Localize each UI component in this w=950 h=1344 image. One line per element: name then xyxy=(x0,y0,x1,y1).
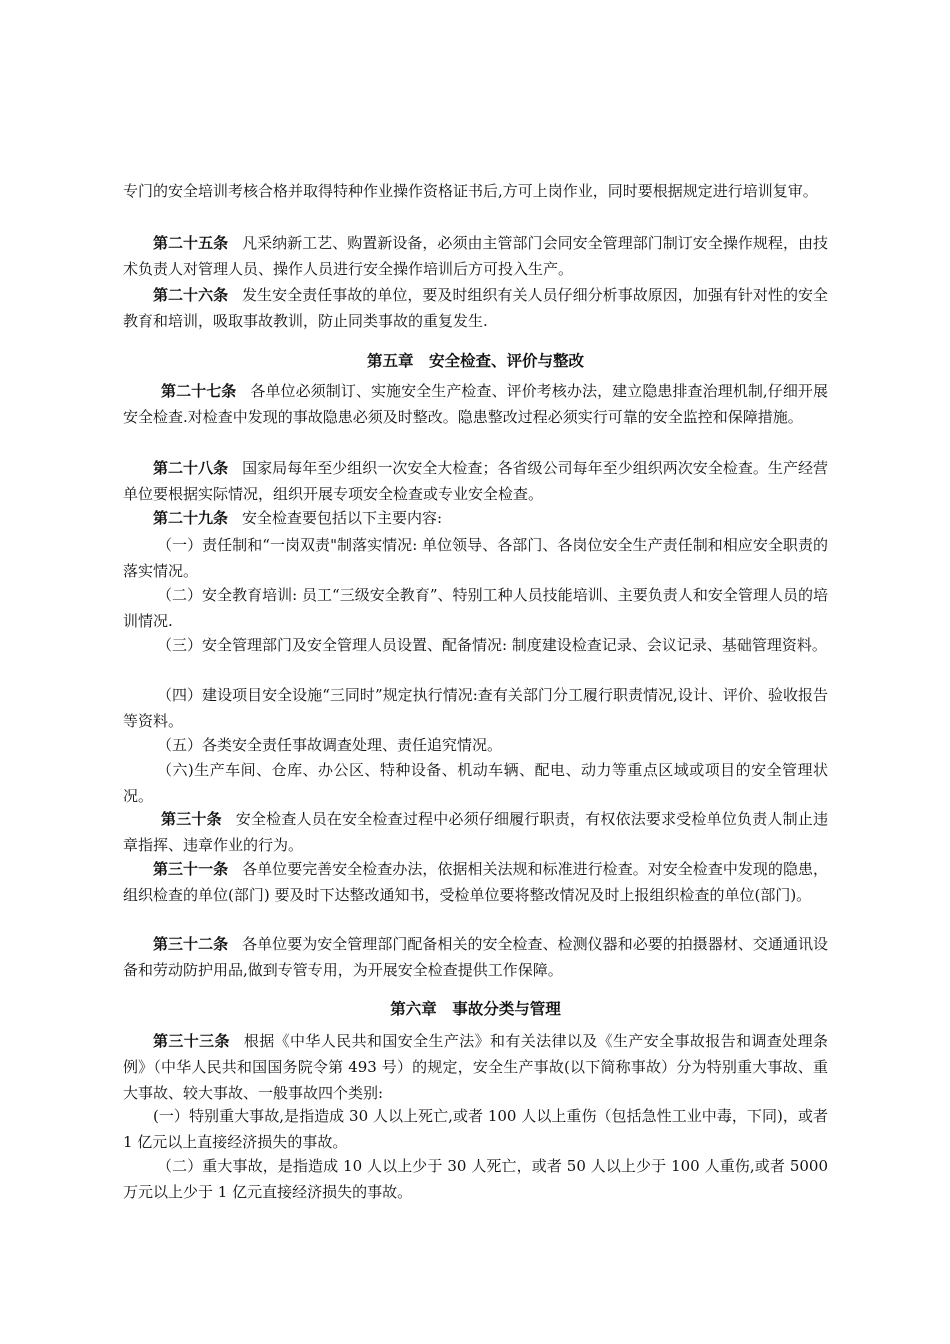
article-text: 安全检查要包括以下主要内容: xyxy=(242,509,443,527)
article-number: 第三十二条 xyxy=(153,935,229,953)
inspection-item-5: （五）各类安全责任事故调查处理、责任追究情况。 xyxy=(157,736,503,754)
article-number: 第三十三条 xyxy=(153,1032,230,1050)
article-31 xyxy=(123,856,828,908)
paragraph-continued: 专门的安全培训考核合格并取得特种作业操作资格证书后,方可上岗作业，同时要根据规定进行培训复审。 xyxy=(123,182,818,200)
article-number: 第三十条 xyxy=(161,810,222,828)
inspection-item-6: （六)生产车间、仓库、办公区、特种设备、机动车辆、配电、动力等重点区域或项目的安全管理状况。 xyxy=(123,761,828,805)
article-text: 发生安全责任事故的单位，要及时组织有关人员仔细分析事故原因，加强有针对性的安全教育和培训，吸取事故教训，防止同类事故的重复发生. xyxy=(123,286,828,330)
accident-category-2: （二）重大事故，是指造成 10 人以上少于 30 人死亡，或者 50 人以上少于 100 人重伤,或者 5000 万元以上少于 1 亿元直接经济损失的事故。 xyxy=(123,1157,828,1201)
article-text: 安全检查人员在安全检查过程中必须仔细履行职责，有权依法要求受检单位负责人制止违章指挥、违章作业的行为。 xyxy=(123,810,828,854)
article-text: 根据《中华人民共和国安全生产法》和有关法律以及《生产安全事故报告和调查处理条例》（中华人民共和国国务院令第 493 号）的规定，安全生产事故(以下简称事故）分为特别重大事故、重大事故、较大事故、一般事故四个类别: xyxy=(123,1032,828,1102)
article-number: 第二十七条 xyxy=(161,382,237,400)
inspection-item-1: （一）责任制和“一岗双责"制落实情况: 单位领导、各部门、各岗位安全生产责任制和相应安全职责的落实情况。 xyxy=(123,536,828,580)
chapter-5-heading: 第五章 安全检查、评价与整改 xyxy=(366,351,584,370)
accident-category-1: (一）特别重大事故,是指造成 30 人以上死亡,或者 100 人以上重伤（包括急性工业中毒，下同)，或者 1 亿元以上直接经济损失的事故。 xyxy=(123,1107,828,1151)
article-number: 第二十八条 xyxy=(153,459,229,477)
chapter-6-heading: 第六章 事故分类与管理 xyxy=(390,999,561,1018)
inspection-item-2: （二）安全教育培训: 员工“三级安全教育”、特别工种人员技能培训、主要负责人和安全管理人员的培训情况. xyxy=(123,586,828,630)
article-text: 各单位要完善安全检查办法，依据相关法规和标准进行检查。对安全检查中发现的隐患，组织检查的单位(部门) 要及时下达整改通知书，受检单位要将整改情况及时上报组织检查的单位(部门)。 xyxy=(123,860,828,904)
article-number: 第二十六条 xyxy=(153,286,229,304)
article-33 xyxy=(123,1028,828,1106)
article-text: 各单位要为安全管理部门配备相关的安全检查、检测仪器和必要的拍摄器材、交通通讯设备和劳动防护用品,做到专管专用，为开展安全检查提供工作保障。 xyxy=(123,935,828,979)
article-number: 第二十九条 xyxy=(153,509,229,527)
article-28 xyxy=(123,455,828,507)
article-number: 第三十一条 xyxy=(153,860,229,878)
article-text: 各单位必须制订、实施安全生产检查、评价考核办法，建立隐患排查治理机制,仔细开展安全检查.对检查中发现的事故隐患必须及时整改。隐患整改过程必须实行可靠的安全监控和保障措施。 xyxy=(123,382,828,426)
inspection-item-4: （四）建设项目安全设施“三同时”规定执行情况:查有关部门分工履行职责情况,设计、评价、验收报告等资料。 xyxy=(123,686,828,730)
article-25 xyxy=(123,230,828,282)
article-26 xyxy=(123,282,828,334)
article-text: 凡采纳新工艺、购置新设备，必须由主管部门会同安全管理部门制订安全操作规程，由技术负责人对管理人员、操作人员进行安全操作培训后方可投入生产。 xyxy=(123,234,828,278)
article-text: 国家局每年至少组织一次安全大检查；各省级公司每年至少组织两次安全检查。生产经营单位要根据实际情况，组织开展专项安全检查或专业安全检查。 xyxy=(123,459,828,503)
inspection-item-3: （三）安全管理部门及安全管理人员设置、配备情况: 制度建设检查记录、会议记录、基础管理资料。 xyxy=(157,636,827,654)
article-32 xyxy=(123,931,828,983)
article-30 xyxy=(123,806,828,858)
article-27 xyxy=(123,378,828,430)
article-number: 第二十五条 xyxy=(153,234,229,252)
article-29 xyxy=(123,505,828,531)
